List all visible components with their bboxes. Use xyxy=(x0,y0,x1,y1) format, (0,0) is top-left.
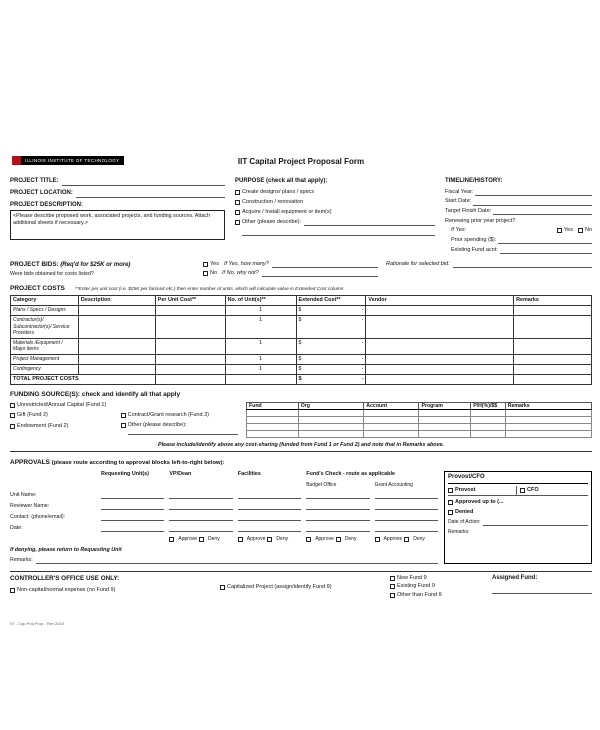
if-yes-label: If Yes: xyxy=(451,227,467,234)
cost-remarks-cell[interactable] xyxy=(514,364,592,374)
approve-checkbox[interactable] xyxy=(306,537,311,542)
purpose-other-checkbox[interactable] xyxy=(235,220,240,225)
cost-units-cell[interactable]: 1 xyxy=(225,306,296,316)
cost-unit-cost-cell[interactable] xyxy=(155,316,225,339)
purpose-option-label: Acquire / Install equipment or item(s) xyxy=(242,209,332,216)
approvals-col-header: Requesting Unit(s) xyxy=(101,470,149,477)
funding-input-cell[interactable] xyxy=(419,424,471,431)
project-description-box[interactable] xyxy=(10,210,225,240)
fund1-label: Unrestricted/Annual Capital (Fund 1) xyxy=(17,401,107,408)
cost-extended-cell xyxy=(296,338,366,354)
cost-description-cell[interactable] xyxy=(78,354,155,364)
reviewer-name-input-line[interactable] xyxy=(375,503,438,510)
extended-value: - xyxy=(361,339,364,346)
other-fund9-label: Other than Fund 9 xyxy=(397,592,442,598)
approved-up-to-label: Approved up to (... xyxy=(455,498,504,505)
currency-symbol: $ xyxy=(298,317,302,324)
total-value: - xyxy=(361,375,364,382)
project-title-label: PROJECT TITLE: xyxy=(10,178,59,184)
deny-checkbox[interactable] xyxy=(199,537,204,542)
fiscal-year-input-line[interactable] xyxy=(475,190,592,196)
cost-remarks-cell[interactable] xyxy=(514,354,592,364)
deny-label: Deny xyxy=(344,536,357,543)
approve-checkbox[interactable] xyxy=(169,537,174,542)
funding-input-cell[interactable] xyxy=(471,431,506,438)
reviewer-name-input-line[interactable] xyxy=(169,503,232,510)
prior-spending-label: Prior spending ($): xyxy=(451,237,497,243)
purpose-construction-checkbox[interactable] xyxy=(235,200,240,205)
approve-deny-group xyxy=(169,536,232,543)
approve-deny-group xyxy=(238,536,301,543)
date-input-line[interactable] xyxy=(306,525,369,532)
target-finish-label: Target Finish Date: xyxy=(445,208,492,215)
purpose-section xyxy=(235,178,435,256)
funding-input-cell[interactable] xyxy=(471,417,506,424)
denied-checkbox[interactable] xyxy=(448,510,453,515)
costs-total-empty-cell xyxy=(155,374,225,384)
costs-col-header: Description xyxy=(78,296,155,306)
date-of-action-label: Date of Action: xyxy=(448,519,481,526)
approvals-col-header: Facilities xyxy=(237,470,261,477)
funding-row xyxy=(247,424,592,431)
approvals-col-header: VP/Dean xyxy=(169,470,192,477)
capitalized-checkbox[interactable] xyxy=(220,585,225,590)
renewing-yes-checkbox[interactable] xyxy=(557,228,562,233)
deny-checkbox[interactable] xyxy=(336,537,341,542)
contact-input-line[interactable] xyxy=(101,514,164,521)
reviewer-name-input-line[interactable] xyxy=(306,503,369,510)
approve-label: Approve xyxy=(383,536,403,543)
bids-no-checkbox[interactable] xyxy=(203,271,208,276)
approvals-section xyxy=(10,457,592,563)
cost-vendor-cell[interactable] xyxy=(366,316,514,339)
contract-grant-label: Contract/Grant research (Fund 3) xyxy=(127,411,209,418)
funding-input-cell[interactable] xyxy=(505,417,591,424)
project-costs-section xyxy=(10,285,592,386)
reviewer-name-input-line[interactable] xyxy=(101,503,164,510)
purpose-option-label: Create designs/ plans / specs xyxy=(242,188,315,195)
costs-col-header: Per Unit Cost** xyxy=(155,296,225,306)
cost-description-cell[interactable] xyxy=(78,316,155,339)
funding-input-cell[interactable] xyxy=(419,431,471,438)
purpose-heading: PURPOSE (check all that apply): xyxy=(235,178,328,184)
renewing-label: Renewing prior year project? xyxy=(445,217,516,224)
project-location-label: PROJECT LOCATION: xyxy=(10,189,73,196)
bids-why-not-input-line[interactable] xyxy=(262,271,378,277)
deny-return-note: If denying, please return to Requesting Unit xyxy=(10,546,122,553)
funding-row xyxy=(247,431,592,438)
cost-vendor-cell[interactable] xyxy=(366,338,514,354)
cost-unit-cost-cell[interactable] xyxy=(155,364,225,374)
funding-col-header: Remarks xyxy=(505,402,591,410)
funding-input-cell[interactable] xyxy=(471,410,506,417)
cost-extended-cell xyxy=(296,306,366,316)
prior-spending-input-line[interactable] xyxy=(498,238,592,244)
purpose-option-label: Construction / renovation xyxy=(242,198,304,205)
cost-extended-cell xyxy=(296,354,366,364)
purpose-acquire-checkbox[interactable] xyxy=(235,210,240,215)
cost-extended-cell xyxy=(296,316,366,339)
bids-no-label: No xyxy=(210,270,218,277)
funding-col-header: Org xyxy=(298,402,364,410)
approve-label: Approve xyxy=(315,536,334,543)
cost-units-cell[interactable]: 1 xyxy=(225,338,296,354)
no-label: No xyxy=(584,227,592,234)
currency-symbol: $ xyxy=(298,365,302,372)
bids-yes-label: Yes xyxy=(210,261,219,268)
cost-remarks-cell[interactable] xyxy=(514,316,592,339)
currency-symbol: $ xyxy=(298,339,302,346)
funds-check-sub-header: Budget Office xyxy=(306,481,337,488)
funding-input-cell[interactable] xyxy=(505,424,591,431)
funding-col-header: Account xyxy=(364,402,419,410)
deny-checkbox[interactable] xyxy=(267,537,272,542)
iit-logo-text: ILLINOIS INSTITUTE OF TECHNOLOGY xyxy=(21,156,124,165)
approvals-row-label: Contact: (phone/email): xyxy=(10,514,66,521)
approvals-heading: APPROVALS xyxy=(10,459,50,467)
contact-input-line[interactable] xyxy=(238,514,301,521)
approvals-remarks-input-line[interactable] xyxy=(36,558,438,564)
cost-unit-cost-cell[interactable] xyxy=(155,338,225,354)
funding-input-cell[interactable] xyxy=(505,410,591,417)
endowment-label: Endowment (Fund 2) xyxy=(17,423,69,430)
funding-header-row xyxy=(247,402,592,410)
funding-table xyxy=(246,402,592,439)
project-title-input-line[interactable] xyxy=(62,180,225,186)
currency-symbol: $ xyxy=(298,375,302,382)
funding-input-cell[interactable] xyxy=(247,424,299,431)
funding-section xyxy=(10,391,592,452)
fund1-checkbox[interactable] xyxy=(10,403,15,408)
currency-symbol: $ xyxy=(298,355,302,362)
approve-checkbox[interactable] xyxy=(375,537,380,542)
project-info-section xyxy=(10,178,225,256)
approvals-remarks-label: Remarks: xyxy=(10,556,33,563)
noncapital-checkbox[interactable] xyxy=(10,588,15,593)
form-header xyxy=(10,155,592,168)
costs-total-label: TOTAL PROJECT COSTS xyxy=(11,374,156,384)
iit-logo xyxy=(12,156,124,165)
bids-question: Were bids obtained for costs listed? xyxy=(10,271,94,278)
project-costs-table xyxy=(10,295,592,385)
costs-total-empty-cell xyxy=(225,374,296,384)
project-bids-section xyxy=(10,261,592,279)
funding-input-cell[interactable] xyxy=(364,424,419,431)
approvals-row-label: Date: xyxy=(10,525,23,532)
cost-unit-cost-cell[interactable] xyxy=(155,306,225,316)
denied-label: Denied xyxy=(455,508,474,515)
yes-label: Yes xyxy=(563,227,573,234)
purpose-option-row xyxy=(235,189,435,196)
unit-name-input-line[interactable] xyxy=(375,492,438,499)
form-title: IIT Capital Project Proposal Form xyxy=(237,157,365,166)
new-fund9-checkbox[interactable] xyxy=(390,576,395,581)
contact-input-line[interactable] xyxy=(306,514,369,521)
costs-col-header: No. of Unit(s)** xyxy=(225,296,296,306)
extended-value: - xyxy=(361,307,364,314)
funds-check-sub-header: Grant Accounting xyxy=(374,481,413,488)
provost-checkbox[interactable] xyxy=(448,488,453,493)
cost-description-cell[interactable] xyxy=(78,364,155,374)
cfo-checkbox[interactable] xyxy=(520,488,525,493)
funding-input-cell[interactable] xyxy=(247,417,299,424)
project-location-input-line[interactable] xyxy=(76,192,225,198)
iit-logo-mark-icon xyxy=(12,156,21,165)
extended-value: - xyxy=(361,317,364,324)
date-input-line[interactable] xyxy=(375,525,438,532)
approve-checkbox[interactable] xyxy=(238,537,243,542)
provost-box-title: Provost/CFO xyxy=(448,474,588,484)
funding-input-cell[interactable] xyxy=(298,410,364,417)
unit-name-input-line[interactable] xyxy=(238,492,301,499)
costs-col-header: Remarks xyxy=(514,296,592,306)
funding-other-checkbox[interactable] xyxy=(121,423,126,428)
controller-section xyxy=(10,571,592,601)
approvals-heading-note: (please route according to approval blocks left-to-right below): xyxy=(51,460,225,467)
cost-extended-cell xyxy=(296,364,366,374)
controller-heading: CONTROLLER'S OFFICE USE ONLY: xyxy=(10,574,120,582)
contact-input-line[interactable] xyxy=(375,514,438,521)
date-of-action-input-line[interactable] xyxy=(483,520,588,526)
funding-input-cell[interactable] xyxy=(471,424,506,431)
unit-name-input-line[interactable] xyxy=(169,492,232,499)
funding-input-cell[interactable] xyxy=(298,431,364,438)
reviewer-name-input-line[interactable] xyxy=(238,503,301,510)
timeline-section xyxy=(445,178,592,256)
costs-col-header: Category xyxy=(11,296,79,306)
funding-col-header: Fund xyxy=(247,402,299,410)
deny-label: Deny xyxy=(276,536,289,543)
extended-value: - xyxy=(361,355,364,362)
assigned-fund-label: Assigned Fund: xyxy=(492,574,538,581)
form-revision-note: IIT - Cap Proj Prop - Rev 2010 xyxy=(10,620,64,626)
purpose-option-row xyxy=(235,209,435,216)
renewing-no-checkbox[interactable] xyxy=(578,228,583,233)
proposal-form-sheet xyxy=(10,155,592,626)
costs-heading: PROJECT COSTS xyxy=(10,284,65,292)
cost-units-cell[interactable]: 1 xyxy=(225,364,296,374)
cost-row xyxy=(11,316,592,339)
date-input-line[interactable] xyxy=(101,525,164,532)
cost-category: Materials /Equipment / Major items xyxy=(11,338,79,354)
provost-cfo-box xyxy=(444,471,592,564)
costs-header-row xyxy=(11,296,592,306)
cost-row xyxy=(11,338,592,354)
funding-input-cell[interactable] xyxy=(364,410,419,417)
cost-category: Plans / Specs / Designs xyxy=(11,306,79,316)
costs-total-empty-cell xyxy=(366,374,514,384)
cost-remarks-cell[interactable] xyxy=(514,338,592,354)
costs-footnote: **Enter per unit cost (i.e. $25K per fan/unit etc.) then enter number of units, which will calculate value in Extended Cost column xyxy=(74,286,344,292)
project-description-label: PROJECT DESCRIPTION: xyxy=(10,201,84,208)
deny-checkbox[interactable] xyxy=(404,537,409,542)
funding-input-cell[interactable] xyxy=(419,410,471,417)
assigned-fund-input-line[interactable] xyxy=(492,588,592,594)
cost-description-cell[interactable] xyxy=(78,306,155,316)
start-date-input-line[interactable] xyxy=(473,200,592,206)
cost-row xyxy=(11,354,592,364)
timeline-heading: TIMELINE/HISTORY: xyxy=(445,178,503,184)
currency-symbol: $ xyxy=(298,307,302,314)
bids-rationale-label: Rationale for selected bid: xyxy=(386,261,450,268)
bids-heading: PROJECT BIDS: xyxy=(10,261,59,269)
costs-total-extended-cell xyxy=(296,374,366,384)
funding-row xyxy=(247,410,592,417)
funding-input-cell[interactable] xyxy=(364,431,419,438)
funding-col-header: Program xyxy=(419,402,471,410)
top-section xyxy=(10,178,592,256)
provost-label: Provost xyxy=(455,486,476,493)
cost-vendor-cell[interactable] xyxy=(366,364,514,374)
cost-units-cell[interactable]: 1 xyxy=(225,354,296,364)
date-input-line[interactable] xyxy=(238,525,301,532)
cost-units-cell[interactable]: 1 xyxy=(225,316,296,339)
existing-fund-label: Existing Fund acnt: xyxy=(451,246,498,253)
cost-remarks-cell[interactable] xyxy=(514,306,592,316)
bids-reqd-note: (Req'd for $25K or more) xyxy=(60,262,131,269)
deny-label: Deny xyxy=(208,536,220,543)
purpose-option-row xyxy=(235,199,435,206)
funding-heading: FUNDING SOURCE(S): check and identify all that apply xyxy=(10,391,181,399)
approve-deny-group xyxy=(375,536,438,543)
cost-vendor-cell[interactable] xyxy=(366,306,514,316)
bids-how-many-input-line[interactable] xyxy=(272,262,378,268)
unit-name-input-line[interactable] xyxy=(101,492,164,499)
funding-row xyxy=(247,417,592,424)
project-description-hint: <Please describe proposed work, associated projects, and funding sources. Attach additional sheets if necessary.> xyxy=(13,213,211,227)
noncapital-label: Non-capital/normal expense (no Fund 9) xyxy=(17,586,116,593)
start-date-label: Start Date: xyxy=(445,198,472,205)
funding-input-cell[interactable] xyxy=(247,410,299,417)
endowment-checkbox[interactable] xyxy=(10,424,15,429)
contact-input-line[interactable] xyxy=(169,514,232,521)
target-finish-input-line[interactable] xyxy=(493,209,592,215)
funds-check-header: Fund's Check - route as applicable xyxy=(306,470,395,477)
existing-fund9-checkbox[interactable] xyxy=(390,584,395,589)
cost-row xyxy=(11,364,592,374)
fiscal-year-label: Fiscal Year: xyxy=(445,188,474,195)
funding-options xyxy=(10,402,238,439)
funding-input-cell[interactable] xyxy=(247,431,299,438)
funding-input-cell[interactable] xyxy=(419,417,471,424)
funding-note: Please include/identify above any cost-sharing (funded from Fund 1 or Fund 2) and note that in Remarks above. xyxy=(10,440,592,452)
costs-col-header: Vendor xyxy=(366,296,514,306)
bids-yes-prompt: If Yes, how many? xyxy=(223,261,269,268)
capitalized-label: Capitalized Project (assign/identify Fund 9) xyxy=(227,583,332,590)
existing-fund9-label: Existing Fund 9 xyxy=(397,583,435,590)
funding-input-cell[interactable] xyxy=(505,431,591,438)
gift-checkbox[interactable] xyxy=(10,413,15,418)
new-fund9-label: New Fund 9 xyxy=(397,574,427,581)
approve-label: Approve xyxy=(178,536,198,543)
date-input-line[interactable] xyxy=(169,525,232,532)
costs-total-empty-cell xyxy=(514,374,592,384)
purpose-other-input-line[interactable] xyxy=(304,220,435,226)
funding-other-input-line[interactable] xyxy=(128,430,238,435)
bids-yes-checkbox[interactable] xyxy=(203,262,208,267)
cost-description-cell[interactable] xyxy=(78,338,155,354)
funding-input-cell[interactable] xyxy=(298,424,364,431)
contract-grant-checkbox[interactable] xyxy=(121,413,126,418)
cost-row xyxy=(11,306,592,316)
costs-col-header: Extended Cost** xyxy=(296,296,366,306)
funding-col-header: P/H(%)/$$ xyxy=(471,402,506,410)
funding-other-label: Other (please describe): xyxy=(127,421,187,428)
costs-total-row xyxy=(11,374,592,384)
other-fund9-checkbox[interactable] xyxy=(390,593,395,598)
funding-input-cell[interactable] xyxy=(364,417,419,424)
purpose-create-checkbox[interactable] xyxy=(235,190,240,195)
bids-rationale-input-line[interactable] xyxy=(453,262,592,268)
approved-up-to-checkbox[interactable] xyxy=(448,500,453,505)
cost-category: Contingency xyxy=(11,364,79,374)
unit-name-input-line[interactable] xyxy=(306,492,369,499)
approve-deny-group xyxy=(306,536,369,543)
provost-remarks-label: Remarks: xyxy=(448,528,470,535)
cfo-label: CFO xyxy=(527,486,539,493)
gift-label: Gift (Fund 2) xyxy=(17,411,48,418)
approvals-row-label: Reviewer Name: xyxy=(10,503,50,510)
cost-category: Project Management xyxy=(11,354,79,364)
bids-no-prompt: If No, why not? xyxy=(222,270,259,277)
purpose-other-input-line2[interactable] xyxy=(242,230,435,236)
cost-category: Contractor(s)/ Subcontractor(s)/ Service Providers xyxy=(11,316,79,339)
existing-fund-input-line[interactable] xyxy=(500,248,592,254)
deny-label: Deny xyxy=(413,536,425,543)
approvals-row-label: Unit Name: xyxy=(10,492,37,499)
approve-label: Approve xyxy=(246,536,266,543)
cost-vendor-cell[interactable] xyxy=(366,354,514,364)
extended-value: - xyxy=(361,365,364,372)
funding-input-cell[interactable] xyxy=(298,417,364,424)
purpose-option-row xyxy=(235,219,435,226)
cost-unit-cost-cell[interactable] xyxy=(155,354,225,364)
purpose-option-label: Other (please describe): xyxy=(242,219,301,226)
